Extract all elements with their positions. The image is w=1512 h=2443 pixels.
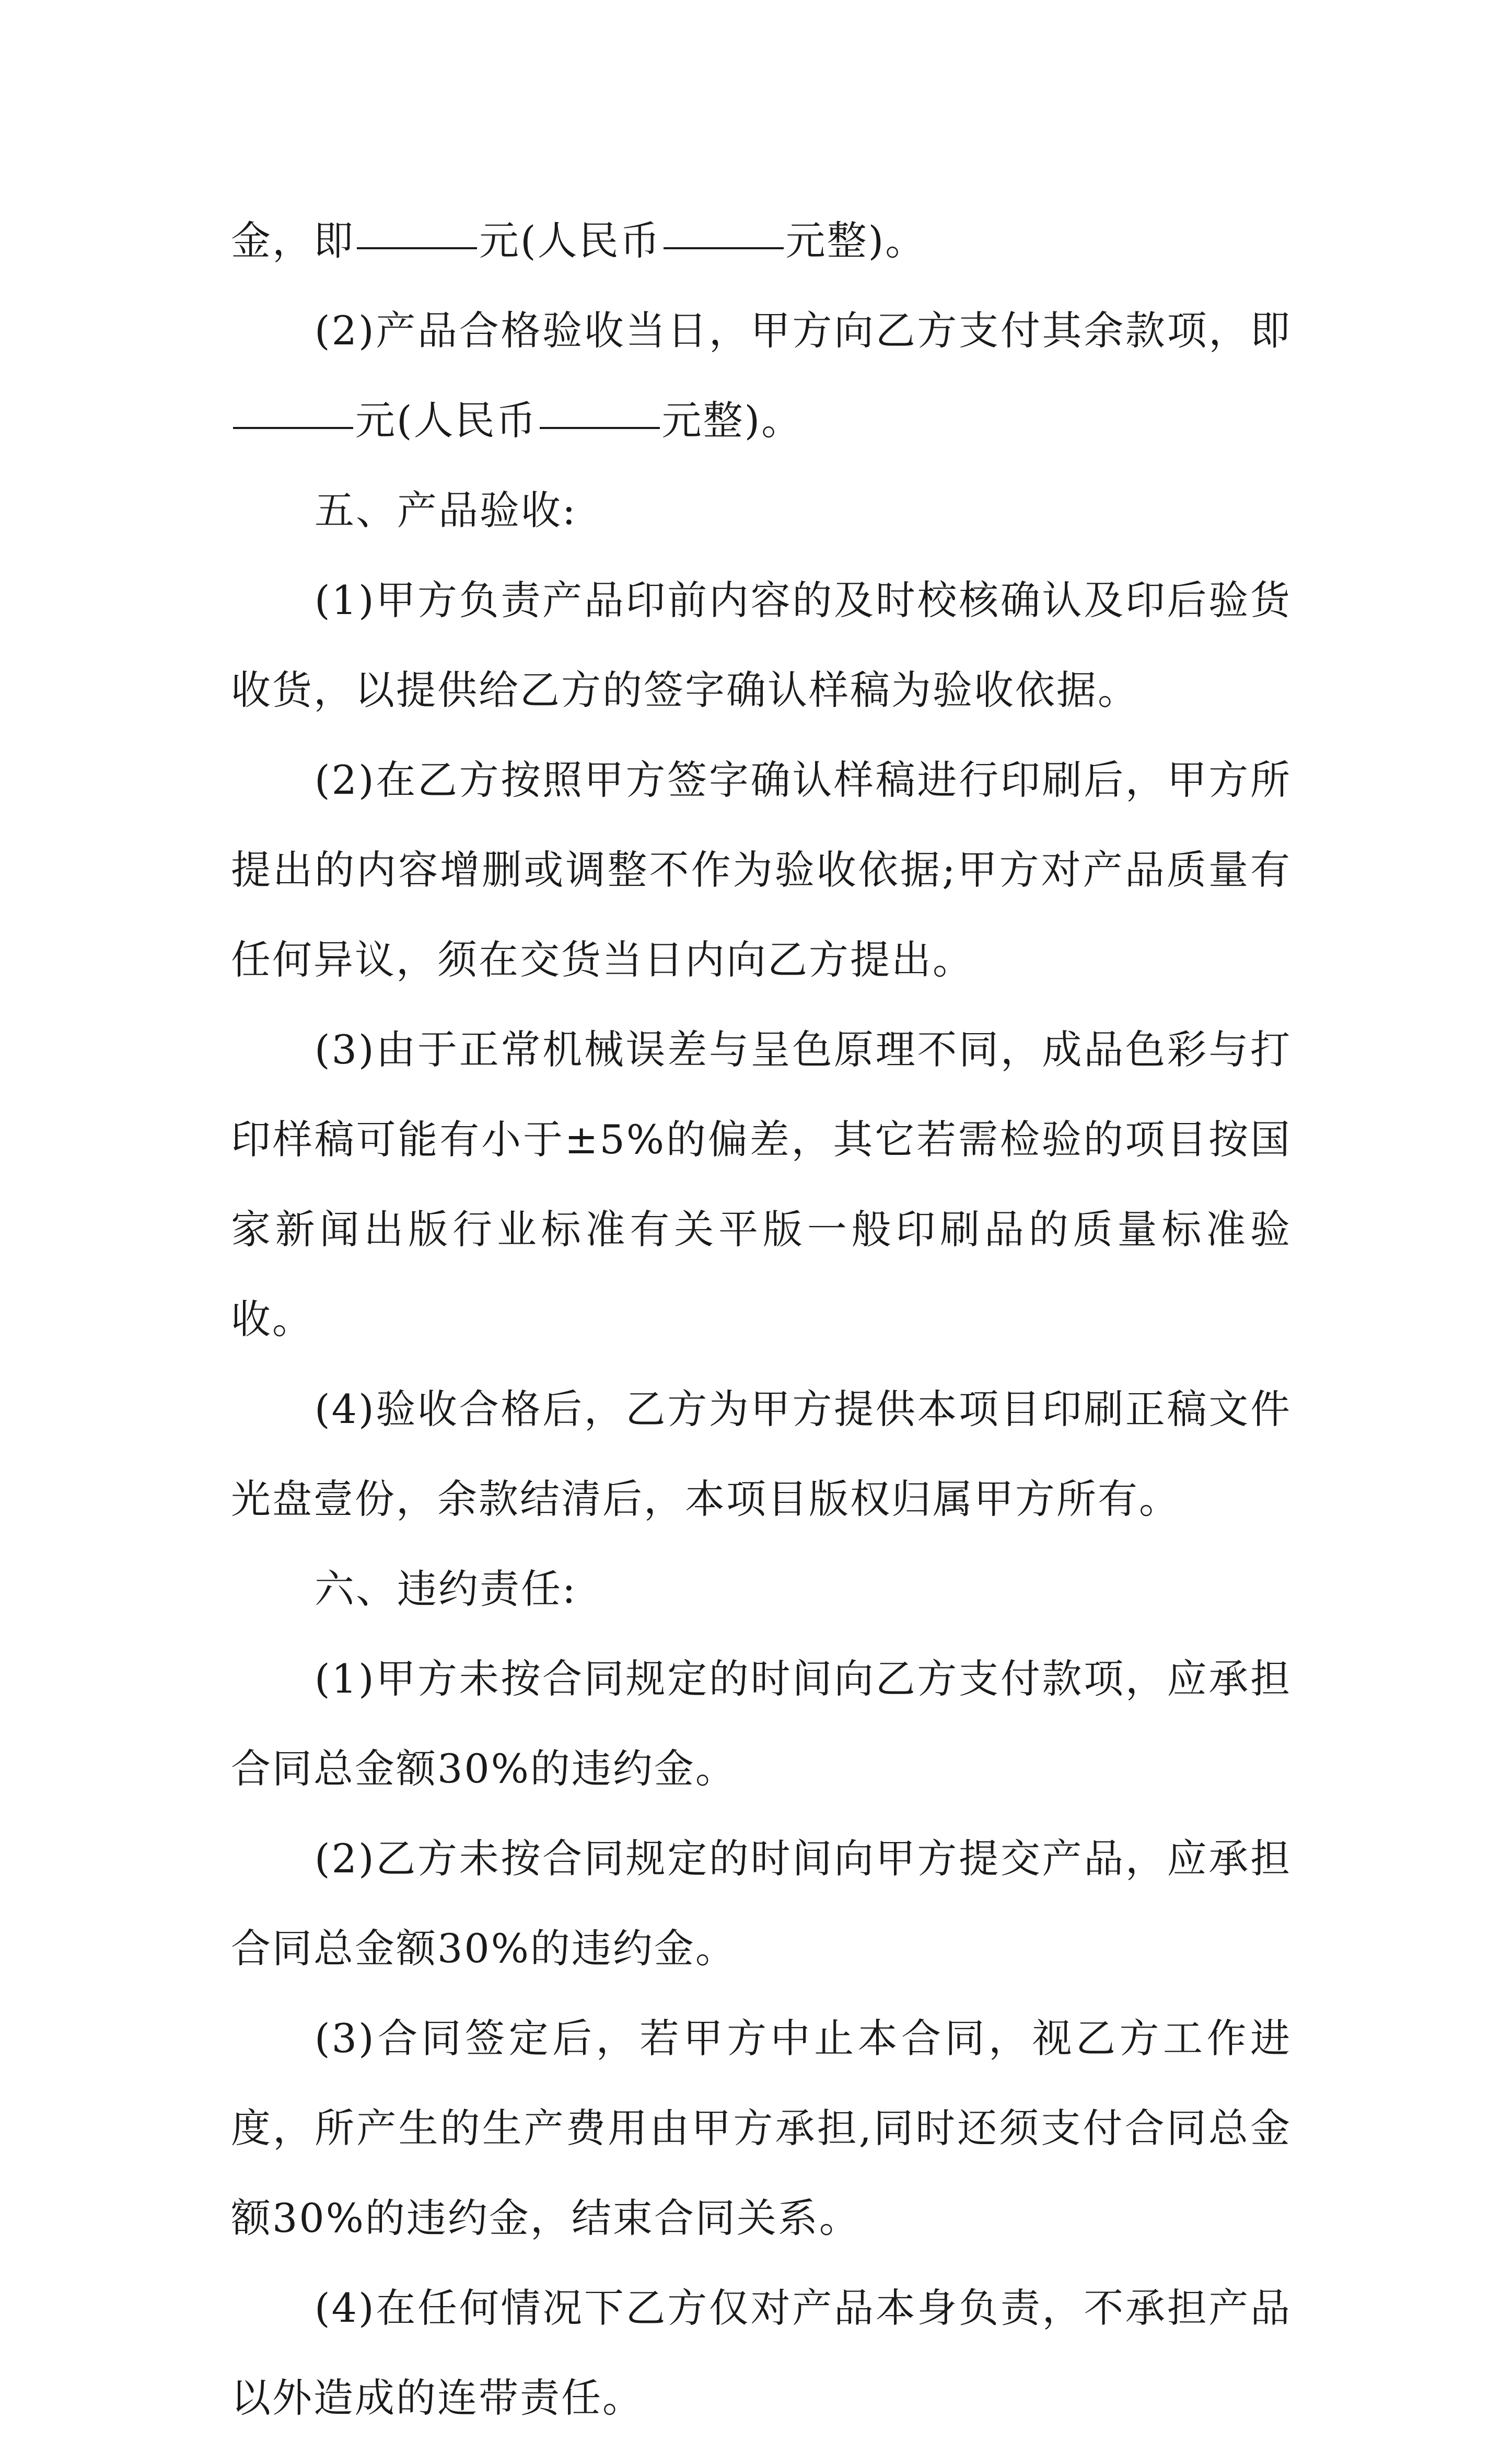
liability-clause-2: (2)乙方未按合同规定的时间向甲方提交产品，应承担合同总金额30%的违约金。 bbox=[231, 1835, 1292, 1972]
amount-rmb-blank bbox=[540, 426, 660, 429]
liability-clause-1: (1)甲方未按合同规定的时间向乙方支付款项，应承担合同总金额30%的违约金。 bbox=[231, 1655, 1292, 1792]
text-segment: (2)产品合格验收当日，甲方向乙方支付其余款项，即 bbox=[315, 307, 1292, 354]
liability-clause-4: (4)在任何情况下乙方仅对产品本身负责，不承担产品以外造成的连带责任。 bbox=[231, 2285, 1292, 2421]
payment-line-deposit bbox=[231, 196, 1292, 286]
amount-blank bbox=[357, 247, 477, 249]
acceptance-clause-3: (3)由于正常机械误差与呈色原理不同，成品色彩与打印样稿可能有小于±5%的偏差，其它若需检验的项目按国家新闻出版行业标准有关平版一般印刷品的质量标准验收。 bbox=[231, 1026, 1292, 1342]
section-heading-liability: 六、违约责任: bbox=[315, 1566, 577, 1612]
liability-clause-3: (3)合同签定后，若甲方中止本合同，视乙方工作进度，所产生的生产费用由甲方承担,同时还须支付合同总金额30%的违约金，结束合同关系。 bbox=[231, 2015, 1292, 2241]
document-body bbox=[231, 196, 1292, 2443]
text-segment: 元整)。 bbox=[785, 217, 927, 264]
amount-blank bbox=[233, 426, 353, 429]
acceptance-clause-2: (2)在乙方按照甲方签字确认样稿进行印刷后，甲方所提出的内容增删或调整不作为验收依据;甲方对产品质量有任何异议，须在交货当日内向乙方提出。 bbox=[231, 757, 1292, 983]
text-segment: 金，即 bbox=[231, 217, 355, 264]
text-segment: 元(人民币 bbox=[355, 397, 538, 444]
acceptance-clause-1: (1)甲方负责产品印前内容的及时校核确认及印后验货收货，以提供给乙方的签字确认样稿为验收依据。 bbox=[231, 577, 1292, 713]
text-segment: 元整)。 bbox=[661, 397, 803, 444]
text-segment: 元(人民币 bbox=[479, 217, 661, 264]
acceptance-clause-4: (4)验收合格后，乙方为甲方提供本项目印刷正稿文件光盘壹份，余款结清后，本项目版权归属甲方所有。 bbox=[231, 1386, 1292, 1522]
section-heading-acceptance: 五、产品验收: bbox=[315, 487, 577, 534]
amount-rmb-blank bbox=[664, 247, 784, 249]
payment-clause-2 bbox=[231, 286, 1292, 466]
